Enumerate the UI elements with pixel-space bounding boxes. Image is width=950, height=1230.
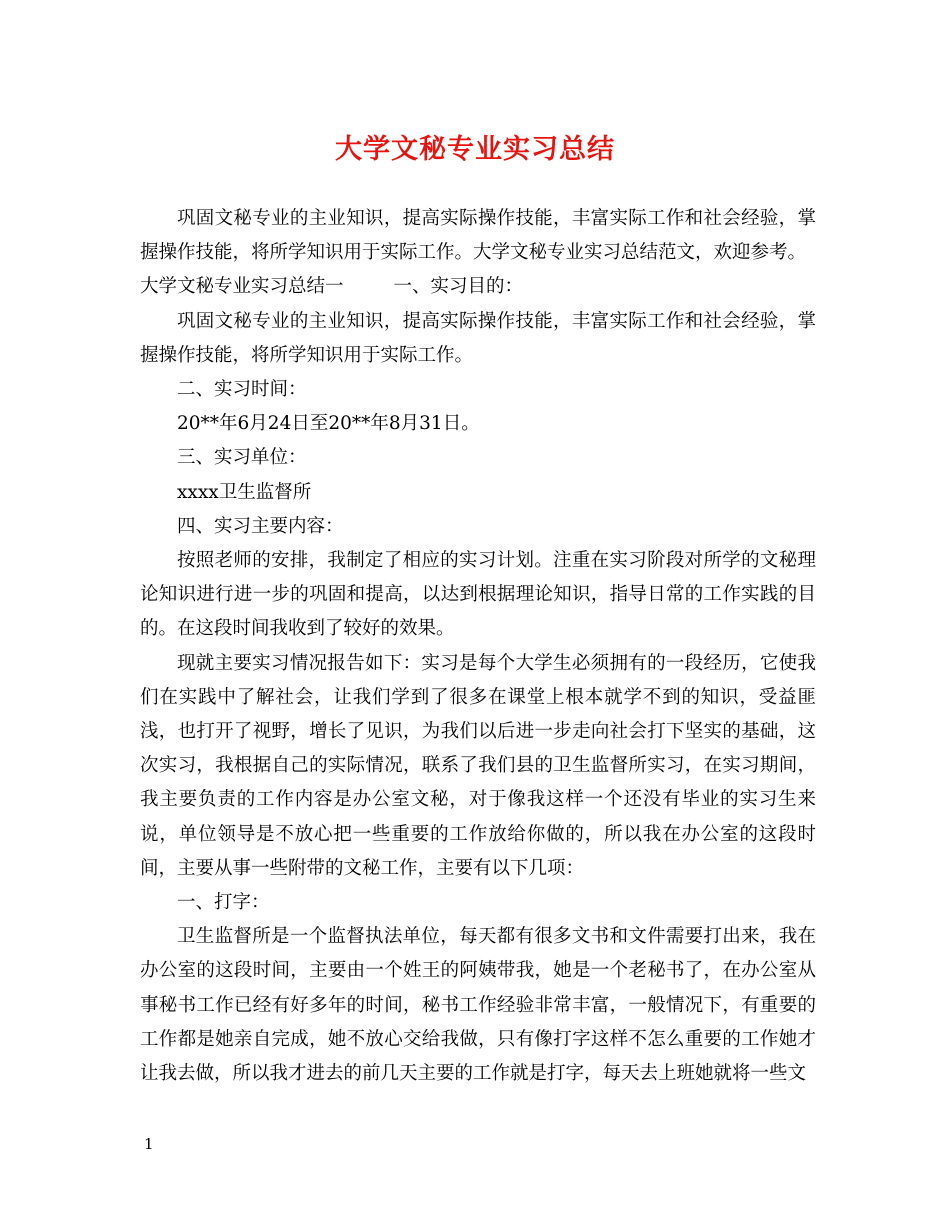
- section-line: [140, 270, 816, 304]
- time-heading: 二、实习时间：: [177, 379, 307, 401]
- typing-heading: 一、打字：: [177, 892, 270, 914]
- page-number: 1: [144, 1135, 154, 1153]
- intro-paragraph: 巩固文秘专业的主业知识，提高实际操作技能，丰富实际工作和社会经验，掌握操作技能，将所学知识用于实际工作。大学文秘专业实习总结范文，欢迎参考。: [140, 208, 816, 264]
- purpose-heading: 一、实习目的：: [393, 276, 524, 298]
- content-heading: 四、实习主要内容：: [177, 515, 344, 537]
- purpose-paragraph: 巩固文秘专业的主业知识，提高实际操作技能，丰富实际工作和社会经验，掌握操作技能，将所学知识用于实际工作。: [140, 310, 816, 366]
- time-paragraph: 20**年6月24日至20**年8月31日。: [177, 413, 480, 435]
- document-body: [140, 202, 816, 1091]
- content-paragraph-2: 现就主要实习情况报告如下：实习是每个大学生必须拥有的一段经历，它使我们在实践中了解社会，让我们学到了很多在课堂上根本就学不到的知识，受益匪浅，也打开了视野，增长了见识，为我们以后进一步走向社会打下坚实的基础，这次实习，我根据自己的实际情况，联系了我们县的卫生监督所实习，在实习期间，我主要负责的工作内容是办公室文秘，对于像我这样一个还没有毕业的实习生来说，单位领导是不放心把一些重要的工作放给你做的，所以我在办公室的这段时间，主要从事一些附带的文秘工作，主要有以下几项：: [140, 652, 816, 879]
- document-title: 大学文秘专业实习总结: [335, 134, 615, 165]
- unit-heading: 三、实习单位：: [177, 447, 307, 469]
- section-label: 大学文秘专业实习总结一: [140, 276, 344, 298]
- typing-paragraph: 卫生监督所是一个监督执法单位，每天都有很多文书和文件需要打出来，我在办公室的这段时间，主要由一个姓王的阿姨带我，她是一个老秘书了，在办公室从事秘书工作已经有好多年的时间，秘书工作经验非常丰富，一般情况下，有重要的工作都是她亲自完成，她不放心交给我做，只有像打字这样不怎么重要的工作她才让我去做，所以我才进去的前几天主要的工作就是打字，每天去上班她就将一些文: [140, 926, 816, 1085]
- unit-paragraph: xxxx卫生监督所: [177, 481, 312, 503]
- content-paragraph-1: 按照老师的安排，我制定了相应的实习计划。注重在实习阶段对所学的文秘理论知识进行进一步的巩固和提高，以达到根据理论知识，指导日常的工作实践的目的。在这段时间我收到了较好的效果。: [140, 550, 816, 640]
